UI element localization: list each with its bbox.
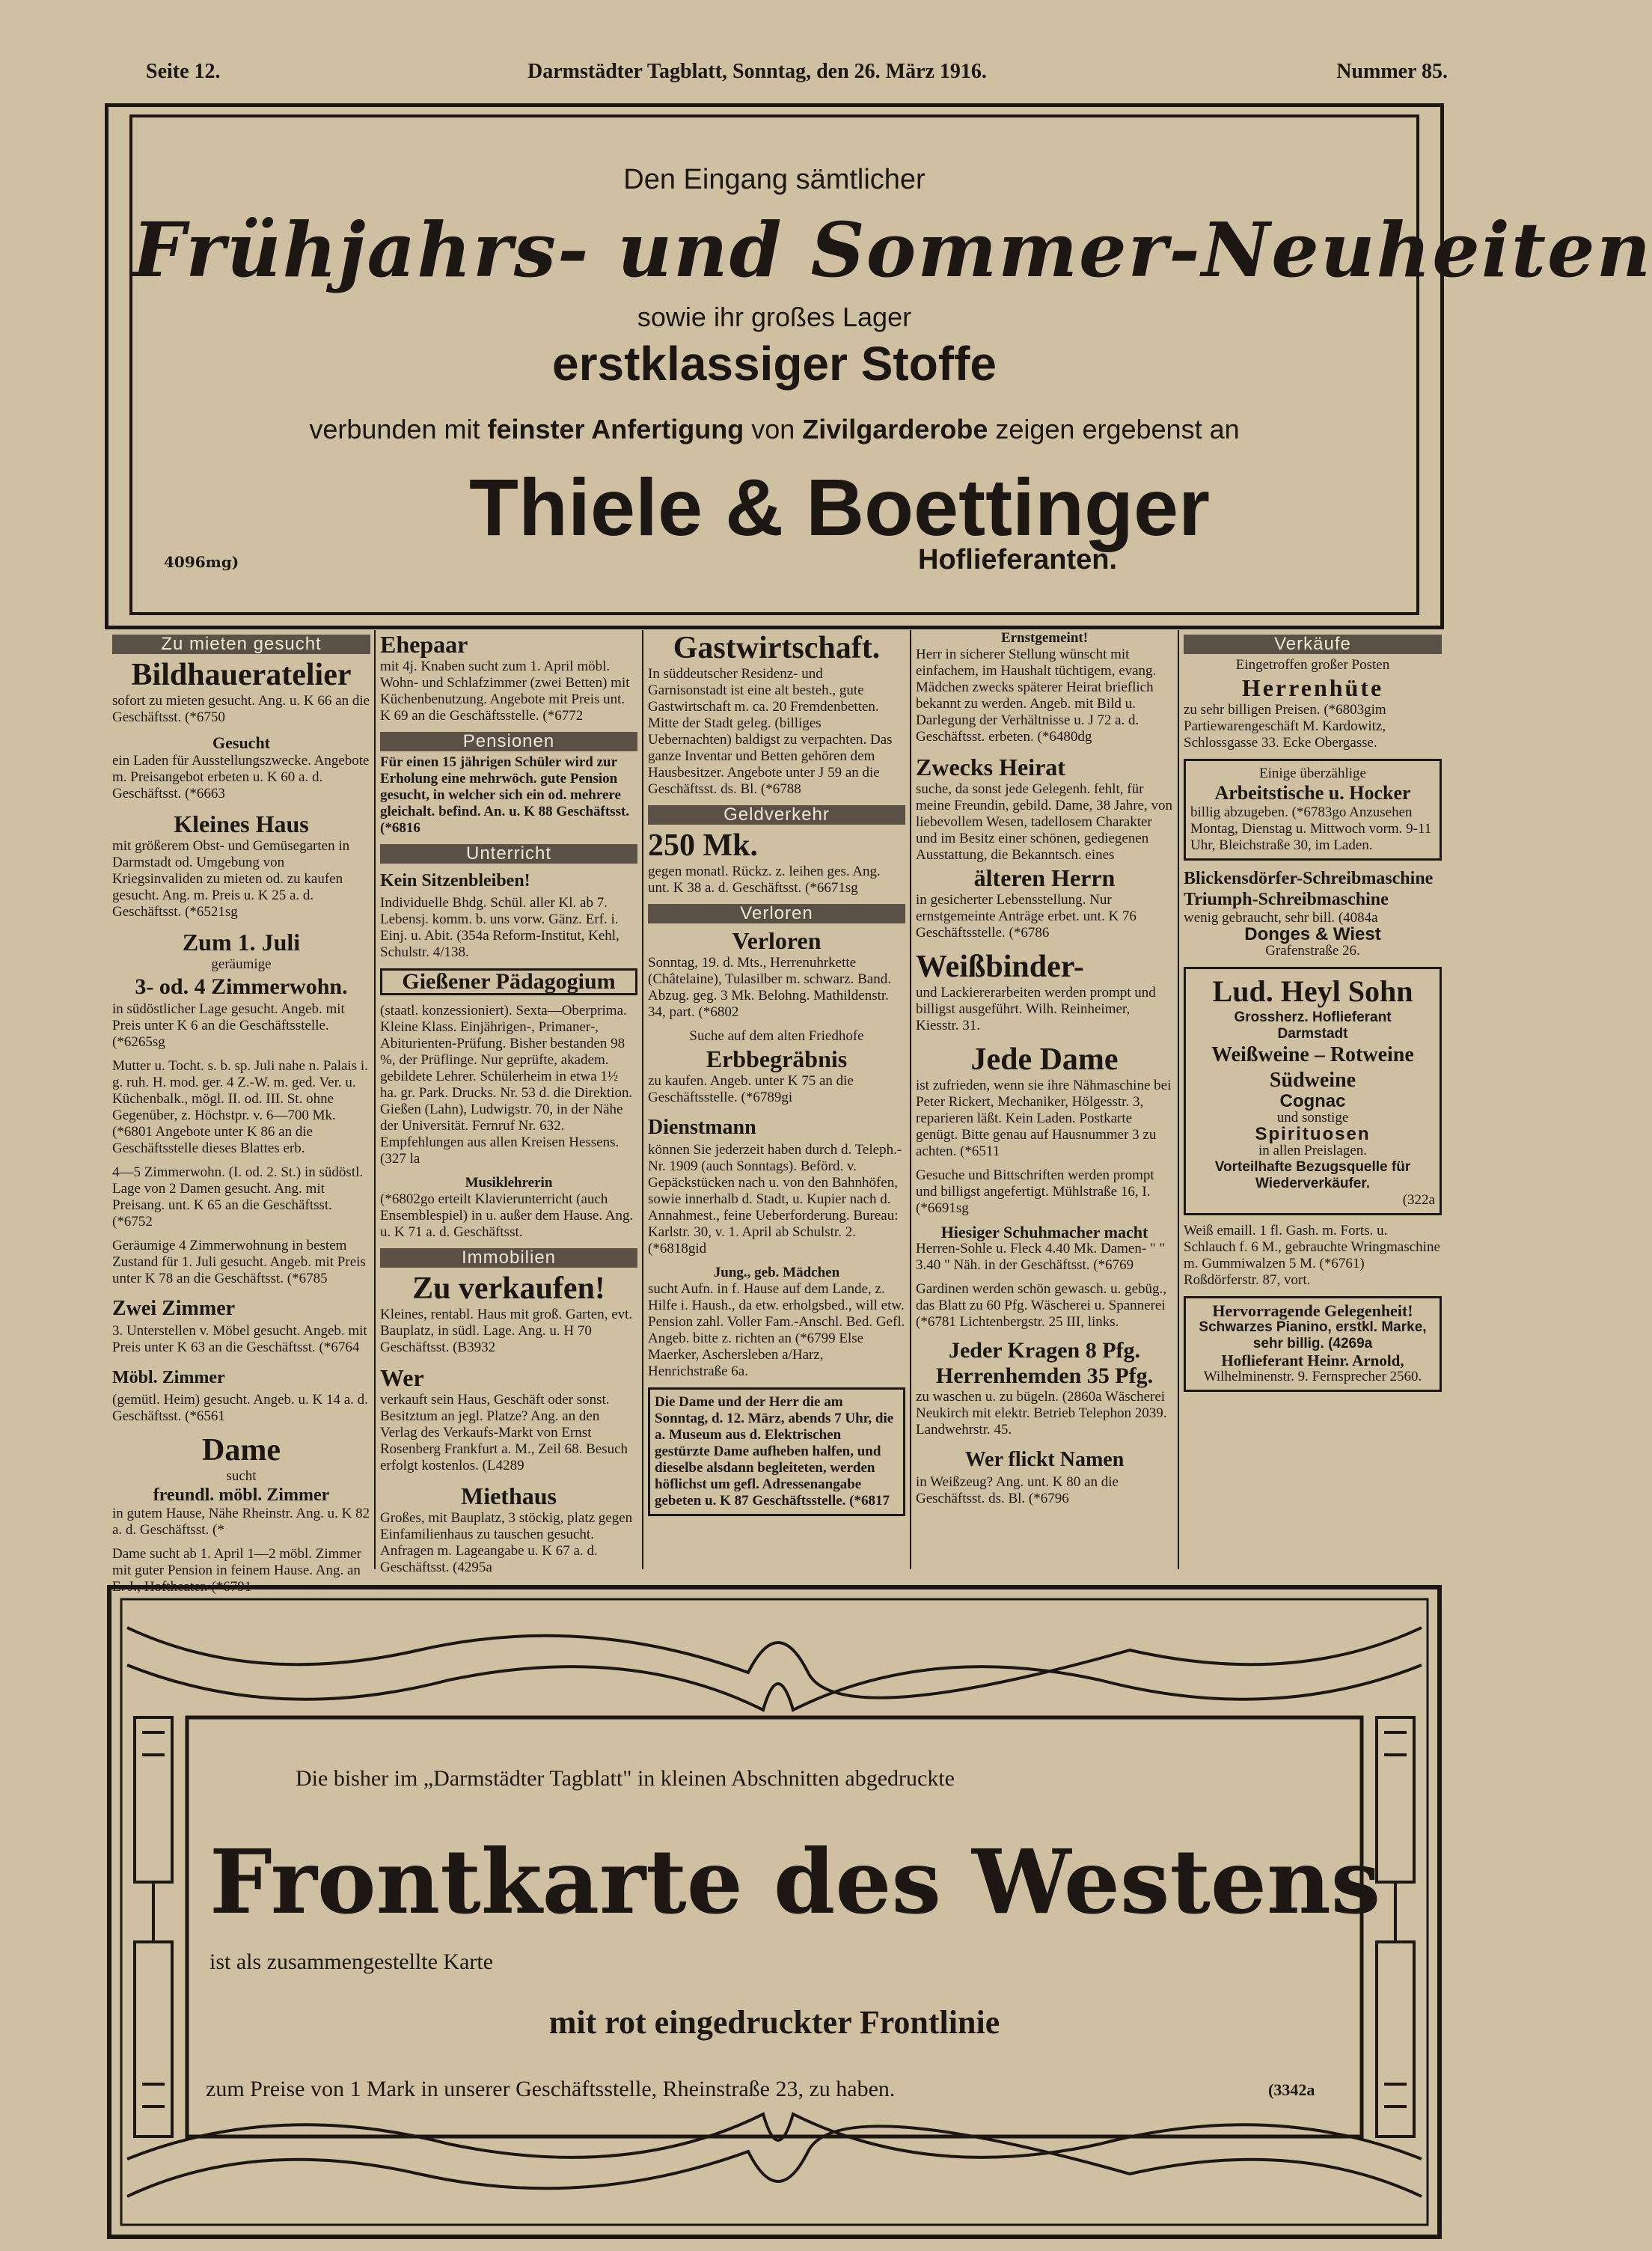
section-header-verkaeufe: Verkäufe — [1184, 635, 1442, 654]
ad-heading: Dienstmann — [648, 1116, 756, 1139]
ad-line: Spirituosen — [1255, 1124, 1371, 1144]
ad-text: Mutter u. Tocht. s. b. sp. Juli nahe n. Palais i. g. ruh. H. mod. ger. 4 Z.-W. m. ged. Ver. u. Küchenbalk., mögl. II. od. III. St. ohne Gegenüber, z. Höchstpr. v. 6—700 Mk. (*6801 Angebote unter K 86 an die Geschäftsstelle dieses Blattes erb. — [112, 1058, 368, 1156]
classified-ad — [112, 810, 370, 920]
ad-heading: Gießener Pädagogium — [380, 968, 637, 995]
classified-column-5 — [1184, 630, 1442, 1569]
ad-code: (322a — [1402, 1192, 1435, 1208]
ad-heading: freundl. möbl. Zimmer — [153, 1485, 330, 1505]
page-number: Seite 12. — [146, 60, 221, 83]
section-header-immobilien: Immobilien — [380, 1248, 637, 1268]
classified-ad — [380, 1175, 637, 1241]
classified-ad — [648, 630, 905, 798]
page-header — [146, 60, 1448, 97]
ad-firm-name: Thiele & Boettinger — [469, 462, 1211, 552]
ad-line: Südweine — [1269, 1069, 1356, 1092]
ad-heading: Erbbegräbnis — [706, 1045, 848, 1072]
ad-text: Schwarzes Pianino, erstkl. Marke, sehr billig. (4269a — [1199, 1319, 1427, 1351]
ad-stoffe-line: erstklassiger Stoffe — [551, 337, 997, 391]
ad-heading: Jung., geb. Mädchen — [713, 1265, 840, 1280]
ad-text: Die Dame und der Herr die am Sonntag, d. 12. März, abends 7 Uhr, die a. Museum aus d. Elektrischen gestürzte Dame aufheben halfen, und dieselbe alsdann begleiteten, werden höflichst um gefl. Adressenangabe gebeten u. K 87 Geschäftsstelle. (*6817 — [655, 1394, 894, 1509]
ad-heading: Kein Sitzenbleiben! — [380, 871, 530, 891]
ad-subheading: sucht — [226, 1468, 257, 1484]
section-header-zu-mieten-gesucht: Zu mieten gesucht — [112, 635, 370, 654]
ad-text: verkauft sein Haus, Geschäft oder sonst. Besitztum an jegl. Platze? Ang. an den Verlag des Verkaufs-Markt von Ernst Rosenberg Frankfurt a. M., Zeil 68. Besuch erfolgt kostenlos. (L4289 — [380, 1392, 628, 1473]
frontkarte-code: (3342a — [1268, 2080, 1315, 2099]
ad-subheading: Grossherz. Hoflieferant — [1234, 1010, 1392, 1025]
classified-ad — [1184, 1223, 1442, 1289]
classified-ad — [1184, 759, 1442, 861]
section-header-geldverkehr: Geldverkehr — [648, 805, 905, 825]
ad-heading: Jede Dame — [970, 1042, 1119, 1077]
ad-heading: Herrenhemden 35 Pfg. — [935, 1363, 1154, 1388]
column-rule — [1178, 630, 1179, 1569]
ad-desc-part-a: verbunden mit — [309, 414, 480, 445]
ad-heading: Möbl. Zimmer — [112, 1368, 225, 1387]
ad-text: zu waschen u. zu bügeln. (2860a Wäscherei Neukirch mit elektr. Betrieb Telephon 2039. Landwehrstr. 45. — [916, 1389, 1167, 1438]
ad-text: Gardinen werden schön gewasch. u. gebüg., das Blatt zu 60 Pfg. Wäscherei u. Spannerei (*6781 Lichtenbergstr. 25 III, links. — [916, 1281, 1167, 1330]
ad-heading: älteren Herrn — [973, 864, 1116, 891]
ad-heading: Weißbinder- — [916, 950, 1084, 984]
ad-heading: Kleines Haus — [174, 810, 309, 837]
ad-subheading: Darmstadt — [1277, 1026, 1348, 1042]
ad-heading: Blickensdörfer-Schreibmaschine — [1184, 869, 1434, 888]
frontkarte-price: zum Preise von 1 Mark in unserer Geschäftsstelle, Rheinstraße 23, zu haben. — [206, 2077, 896, 2101]
ad-text: in gutem Hause, Nähe Rheinstr. Ang. u. K 82 a. d. Geschäftsst. (* — [112, 1506, 370, 1538]
classified-ad — [916, 949, 1173, 1034]
classified-ad — [112, 1295, 370, 1356]
classified-ad — [380, 754, 637, 837]
ad-desc-part-c: von — [751, 414, 795, 445]
classified-ad — [916, 1446, 1173, 1507]
ad-text: Dame sucht ab 1. April 1—2 möbl. Zimmer mit guter Pension in feinem Hause. Ang. an E. J., Hoftheater. (*6791 — [112, 1546, 361, 1595]
classified-ad — [112, 1164, 370, 1230]
ad-line: Cognac — [1279, 1091, 1346, 1111]
ad-text: billig abzugeben. (*6783go Anzusehen Montag, Dienstag u. Mittwoch vorm. 9-11 Uhr, Bleichstraße 30, im Laden. — [1190, 804, 1432, 853]
thiele-boettinger-ad — [105, 103, 1652, 629]
ad-line: und sonstige — [1276, 1110, 1349, 1126]
ad-desc-part-d: Zivilgarderobe — [802, 414, 988, 445]
ad-text: mit 4j. Knaben sucht zum 1. April möbl. Wohn- und Schlafzimmer (zwei Betten) mit Küchenbenutzung. Angebote mit Preis unt. K 69 an die Geschäftsstelle. (*6772 — [380, 659, 630, 724]
ad-text: ist zufrieden, wenn sie ihre Nähmaschine bei Peter Rickert, Mechaniker, Hölgesstr. 3, reparieren läßt. Kein Laden. Postkarte genügt. Bitte genau auf Hausnummer 3 zu achten. (*6511 — [916, 1078, 1172, 1159]
classified-ad — [380, 968, 637, 1167]
classified-ad — [916, 1224, 1173, 1274]
ad-text: ein Laden für Ausstellungszwecke. Angebote m. Preisangebot erbeten u. K 60 a. d. Geschäftsst. (*6663 — [112, 753, 370, 801]
frontkarte-title: Frontkarte des Westens — [209, 1830, 1381, 1934]
ad-text: können Sie jederzeit haben durch d. Teleph.-Nr. 1909 (auch Sonntags). Beförd. v. Gepäckstücken nach u. von den Bahnhöfen, sowie innerhalb d. Stadt, u. Kupier nach d. Annahmest., feine Ueberforderung. Bureau: Karlstr. 30, v. 1. April ab Schulstr. 2. (*6818gid — [648, 1142, 902, 1256]
classified-column-2 — [380, 630, 637, 1575]
ad-text: Kleines, rentabl. Haus mit groß. Garten, evt. Bauplatz, in südl. Lage. Ang. u. H 70 Geschäftsst. (B3932 — [380, 1307, 633, 1355]
classified-ad — [916, 630, 1173, 745]
classified-column-1 — [112, 630, 370, 1595]
ad-text: zu sehr billigen Preisen. (*6803gim Partiewarengeschäft M. Kardowitz, Schlossgasse 33. Ecke Obergasse. — [1184, 702, 1386, 751]
classified-ad — [916, 753, 1173, 941]
classified-column-4 — [916, 630, 1173, 1569]
classified-ad — [916, 1042, 1173, 1160]
ad-heading: Lud. Heyl Sohn — [1212, 974, 1413, 1008]
classified-ad — [648, 828, 905, 897]
ad-text: zu kaufen. Angeb. unter K 75 an die Geschäftsstelle. (*6789gi — [648, 1073, 854, 1105]
ad-heading: Zu verkaufen! — [412, 1271, 605, 1306]
heyl-sohn-ad — [1184, 967, 1442, 1215]
ad-line: Weißweine – Rotweine — [1211, 1043, 1414, 1066]
ad-code: 4096mg) — [164, 553, 239, 571]
ad-text: Herren-Sohle u. Fleck 4.40 Mk. Damen- " " 3.40 " Näh. in der Geschäftsst. (*6769 — [916, 1241, 1166, 1273]
frontkarte-intro: Die bisher im „Darmstädter Tagblatt" in kleinen Abschnitten abgedruckte — [296, 1766, 955, 1791]
ad-text: mit größerem Obst- und Gemüsegarten in Darmstadt od. Umgebung von Kriegsinvaliden zu mieten od. zu kaufen gesucht. Ang. m. Preis u. K 25 a. d. Geschäftsst. (*6521sg — [112, 838, 350, 920]
ad-heading: 3- od. 4 Zimmerwohn. — [135, 974, 348, 999]
classified-ad — [648, 1028, 905, 1106]
classified-ad — [112, 657, 370, 726]
classified-ad — [380, 630, 637, 724]
section-header-unterricht: Unterricht — [380, 844, 637, 864]
ad-text: in gesicherter Lebensstellung. Nur ernstgemeinte Anträge erbet. unt. K 76 Geschäftsstelle. (*6786 — [916, 892, 1136, 941]
ad-text: (gemütl. Heim) gesucht. Angeb. u. K 14 a. d. Geschäftsst. (*6561 — [112, 1392, 368, 1424]
ad-heading: Zwei Zimmer — [112, 1297, 236, 1320]
ad-line: in allen Preislagen. — [1258, 1143, 1368, 1158]
ad-text: (*6802go erteilt Klavierunterricht (auch Ensemblespiel) in u. außer dem Hause. Ang. u. K 71 a. d. Geschäftsst. — [380, 1191, 634, 1240]
ad-heading: Herrenhüte — [1241, 674, 1384, 701]
ad-text: Großes, mit Bauplatz, 3 stöckig, platz gegen Einfamilienhaus zu tauschen gesucht. Anfragen m. Lageangabe u. K 67 a. d. Geschäftsst. (4295a — [380, 1510, 633, 1575]
classified-ad — [112, 1432, 370, 1539]
ad-heading: Verloren — [732, 927, 822, 954]
classified-ad — [916, 1338, 1173, 1438]
classified-ad — [1184, 1296, 1442, 1392]
ad-heading: Hervorragende Gelegenheit! — [1212, 1301, 1413, 1320]
classified-ad — [916, 1281, 1173, 1331]
ad-desc-part-e: zeigen ergebenst an — [995, 414, 1240, 445]
ad-heading: Ernstgemeint! — [1000, 630, 1089, 646]
classified-ad — [380, 867, 637, 961]
ad-heading: Jeder Kragen 8 Pfg. — [948, 1338, 1141, 1363]
classified-ad — [916, 1167, 1173, 1217]
classified-ad — [112, 1238, 370, 1287]
ad-text: in Weißzeug? Ang. unt. K 80 an die Geschäftsst. ds. Bl. (*6796 — [916, 1474, 1119, 1506]
ad-text: Gesuche und Bittschriften werden prompt und billigst angefertigt. Mühlstraße 16, I. (*6691sg — [916, 1167, 1154, 1216]
ad-intro-line: Den Eingang sämtlicher — [623, 164, 926, 195]
ad-headline: Frühjahrs- und Sommer-Neuheiten — [132, 206, 1652, 294]
ad-firm-name: Hoflieferant Heinr. Arnold, — [1221, 1351, 1404, 1369]
ad-heading: Hiesiger Schuhmacher macht — [940, 1223, 1148, 1241]
classified-ad — [112, 928, 370, 1051]
classified-ad — [380, 1271, 637, 1356]
ad-subheading: Eingetroffen großer Posten — [1235, 657, 1390, 673]
issue-number: Nummer 85. — [1336, 60, 1448, 83]
ad-text: sucht Aufn. in f. Hause auf dem Lande, z. Hilfe i. Haush., da etw. erholgsbed., will etw. Pension zahl. Voller Fam.-Anschl. Bed. Gefl. Angeb. bitte z. richten an (*6799 Else Maerker, Aschersleben a/Harz, Henrichstraße 6a. — [648, 1281, 905, 1379]
ad-heading: Miethaus — [461, 1482, 557, 1509]
classified-ad — [648, 1387, 905, 1516]
ad-description-line — [132, 414, 1416, 445]
column-rule — [374, 630, 376, 1569]
frontkarte-frontline: mit rot eingedruckter Frontlinie — [548, 2004, 1000, 2041]
ad-heading: Musiklehrerin — [465, 1175, 553, 1191]
ad-text: Herr in sicherer Stellung wünscht mit einfachem, im Haushalt tüchtigem, evang. Mädchen zwecks späterer Heirat brieflich bekannt zu werden. Angeb. mit Bild u. Darlegung der Verhältnisse u. J 72 a. d. Geschäftsst. erbeten. (*6480dg — [916, 647, 1157, 745]
ad-text: wenig gebraucht, sehr bill. (4084a — [1184, 910, 1378, 926]
ad-desc-part-b: feinster Anfertigung — [487, 414, 744, 445]
classified-ad — [380, 1363, 637, 1474]
ad-heading: Triumph-Schreibmaschine — [1184, 890, 1389, 909]
ad-text: in südöstlicher Lage gesucht. Angeb. mit Preis unter K 6 an die Geschäftsstelle. (*6265sg — [112, 1001, 345, 1050]
ad-text: sofort zu mieten gesucht. Ang. u. K 66 an die Geschäftsst. (*6750 — [112, 693, 370, 725]
ad-text: (staatl. konzessioniert). Sexta—Oberprima. Kleine Klass. Einjährigen-, Primaner-, Abiturienten-Prüfung. Bisher bestanden 98 %, der Prüflinge. Nur geprüfte, akadem. gebildete Lehrer. Schülerheim in etwa 1½ ha. gr. Park. Drucks. Nr. 53 d. die Direktion. Gießen (Lahn), Ludwigstr. 70, in der Nähe der Universität. Fernruf Nr. 632. Empfehlungen aus allen Kreisen Hessens. (327 la — [380, 1003, 633, 1167]
classified-ad — [112, 1058, 370, 1157]
ad-firm-title: Hoflieferanten. — [918, 544, 1118, 575]
ad-heading: Gastwirtschaft. — [673, 631, 881, 665]
ad-address: Grafenstraße 26. — [1265, 943, 1360, 959]
ad-subheading: Suche auf dem alten Friedhofe — [689, 1028, 864, 1044]
ad-heading: 250 Mk. — [648, 828, 758, 863]
ad-heading: Dame — [202, 1433, 281, 1467]
classified-ad — [648, 1265, 905, 1380]
classified-ad — [380, 1482, 637, 1576]
ad-text: gegen monatl. Rückz. z. leihen ges. Ang. unt. K 38 a. d. Geschäftsst. (*6671sg — [648, 864, 881, 896]
ad-heading: Zum 1. Juli — [182, 929, 301, 956]
ad-text: suche, da sonst jede Gelegenh. fehlt, für meine Freundin, gebild. Dame, 38 Jahre, von liebevollem Wesen, tadellosem Charakter und im Besitz einer schönen, gediegenen Ausstattung, die Bekanntsch. eines — [916, 781, 1172, 863]
ad-sub-line: sowie ihr großes Lager — [637, 302, 912, 332]
ad-line: Vorteilhafte Bezugsquelle für Wiederverkäufer. — [1214, 1159, 1411, 1191]
ad-heading: Gesucht — [212, 733, 270, 752]
ad-text: 4—5 Zimmerwohn. (I. od. 2. St.) in südöstl. Lage von 2 Damen gesucht. Ang. mit Preisang. unt. K 65 an die Geschäftsst. (*6752 — [112, 1164, 364, 1230]
classified-ad — [648, 926, 905, 1021]
ad-heading: Wer — [380, 1364, 424, 1391]
section-header-verloren: Verloren — [648, 904, 905, 923]
ad-heading: Wer flickt Namen — [964, 1448, 1125, 1471]
ad-text: Für einen 15 jährigen Schüler wird zur Erholung eine mehrwöch. gute Pension gesucht, in welcher sich ein od. mehrere gleichalt. befind. An. u. K 88 Geschäftsst. (*6816 — [380, 754, 630, 836]
ad-text: Geräumige 4 Zimmerwohnung in bestem Zustand für 1. Juli gesucht. Angeb. mit Preis unter K 78 an die Geschäftsst. (*6785 — [112, 1238, 366, 1286]
ad-text: Sonntag, 19. d. Mts., Herrenuhrkette (Châtelaine), Tulasilber m. schwarz. Band. Abzug. geg. 3 Mk. Belohng. Mathildenstr. 34, part. (*6802 — [648, 955, 892, 1020]
ad-text: In süddeutscher Residenz- und Garnisonstadt ist eine alt besteh., gute Gastwirtschaft m. ca. 20 Fremdenbetten. Mitte der Stadt geleg. (billiges Uebernachten) baldigst zu verpachten. Das ganze Inventar und Betten gehören dem Hausbesitzer. Angebote unter J 59 an die Geschäftsst. ds. Bl. (*6788 — [648, 666, 893, 797]
ad-text: Weiß emaill. 1 fl. Gash. m. Forts. u. Schlauch f. 6 M., gebrauchte Wringmaschine m. Gummiwalzen 5 M. (*6761) Roßdörferstr. 87, vort. — [1184, 1223, 1440, 1288]
classified-ad — [1184, 657, 1442, 751]
classified-ad — [1184, 868, 1442, 959]
ad-address: Wilhelminenstr. 9. Fernsprecher 2560. — [1203, 1369, 1422, 1384]
ad-text: 3. Unterstellen v. Möbel gesucht. Angeb. mit Preis unter K 63 an die Geschäftsst. (*6764 — [112, 1323, 367, 1355]
section-header-pensionen: Pensionen — [380, 732, 637, 751]
ad-subheading: Einige überzählige — [1259, 766, 1366, 781]
frontkarte-ad — [105, 1583, 1444, 2241]
classified-ad — [112, 1363, 370, 1425]
ad-heading: Ehepaar — [380, 631, 468, 658]
classified-column-3 — [648, 630, 905, 1569]
classifieds-area — [105, 630, 1444, 1595]
classified-ad — [648, 1114, 905, 1257]
column-rule — [910, 630, 911, 1569]
ad-heading: Zwecks Heirat — [916, 754, 1065, 781]
ad-text: Individuelle Bhdg. Schül. aller Kl. ab 7. Lebensj. komm. b. uns vorw. Gänz. Erf. i. Einj. u. Abit. (354a Reform-Institut, Kehl, Schulstr. 4/138. — [380, 895, 620, 960]
frontkarte-sub: ist als zusammengestellte Karte — [209, 1949, 494, 1974]
ad-heading: Arbeitstische u. Hocker — [1214, 782, 1411, 804]
ad-subheading: geräumige — [211, 956, 272, 972]
masthead-date: Darmstädter Tagblatt, Sonntag, den 26. März 1916. — [527, 60, 987, 83]
ad-text: und Lackiererarbeiten werden prompt und billigst ausgeführt. Wilh. Reinheimer, Kiesstr. 31. — [916, 985, 1156, 1033]
classified-ad — [112, 733, 370, 802]
ad-inner-frame — [129, 114, 1652, 615]
ad-firm-name: Donges & Wiest — [1244, 924, 1381, 944]
ad-heading: Bildhaueratelier — [131, 658, 352, 692]
column-rule — [642, 630, 643, 1569]
